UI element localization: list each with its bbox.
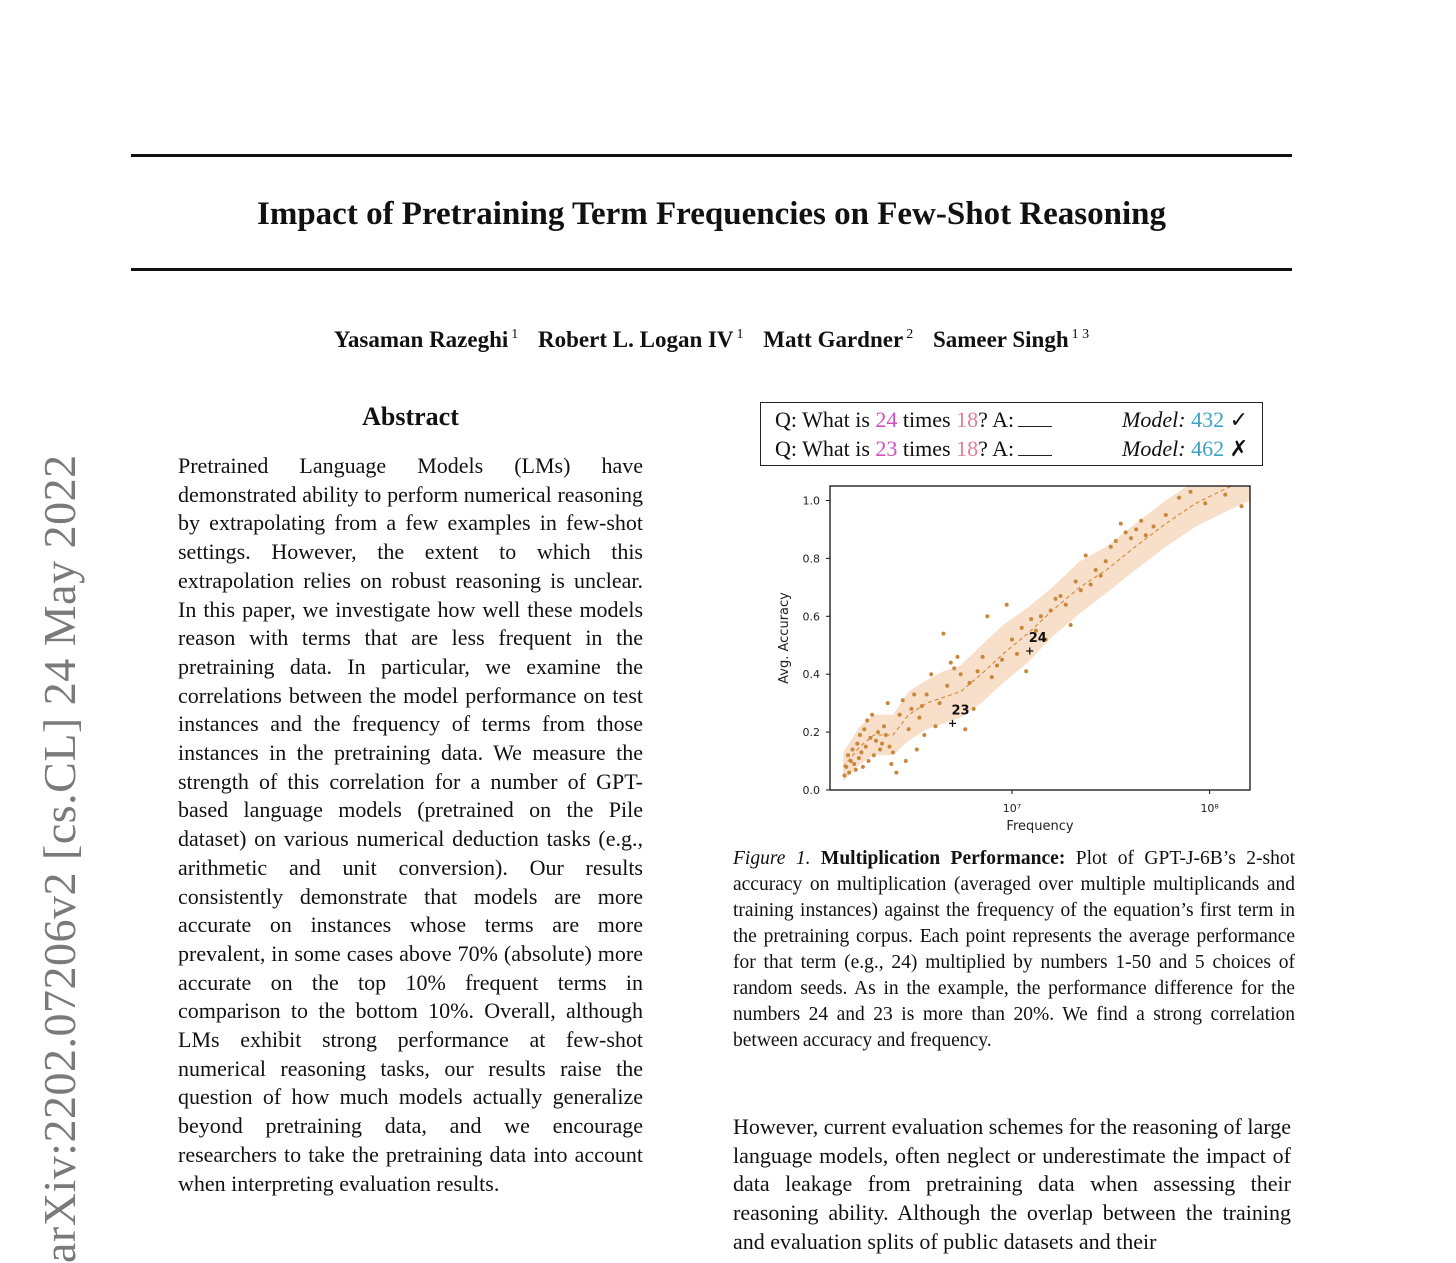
author-name: Yasaman Razeghi <box>333 326 509 352</box>
data-point <box>1152 525 1156 529</box>
data-point <box>985 614 989 618</box>
y-tick-label: 0.0 <box>802 784 820 797</box>
answer-blank <box>1018 441 1052 456</box>
operand-a: 24 <box>875 407 898 432</box>
data-point <box>1124 530 1128 534</box>
abstract-text: Pretrained Language Models (LMs) have demonstrated ability to perform numerical reasoning by extrapolating from a few examples in few-shot settings. However, the extent to which this extrapolation relies on robust reasoning is unclear. In this paper, we investigate how well these models reason with terms that are less frequent in the pretraining data. In particular, we examine the correlations between the model performance on test instances and the frequency of terms from those instances in the pretraining data. We measure the strength of this correlation for a number of GPT-based language models (pretrained on the Pile dataset) on various numerical deduction tasks (e.g., arithmetic and unit conversion). Our results consistently demonstrate that models are more accurate on instances whose terms are more prevalent, in some cases above 70% (absolute) more accurate on the top 10% frequent terms in comparison to the bottom 10%. Overall, although LMs exhibit strong performance at few-shot numerical reasoning tasks, our results raise the question of how much models actually generalize beyond pretraining data, and we encourage researchers to take the pretraining data into account when interpreting evaluation results. <box>178 453 643 1196</box>
cross-icon: ✗ <box>1229 436 1248 461</box>
data-point <box>880 742 884 746</box>
data-point <box>1139 519 1143 523</box>
check-icon: ✓ <box>1229 407 1248 432</box>
author-affiliation: 1 <box>736 327 744 342</box>
annotation-label: 23 <box>951 703 970 719</box>
data-point <box>933 724 937 728</box>
data-point <box>882 724 886 728</box>
data-point <box>1069 623 1073 627</box>
data-point <box>855 742 859 746</box>
data-point <box>1010 637 1014 641</box>
data-point <box>1109 545 1113 549</box>
author <box>334 327 518 352</box>
model-answer: 432 <box>1191 407 1225 432</box>
data-point <box>1119 522 1123 526</box>
data-point <box>862 727 866 731</box>
data-point <box>1059 594 1063 598</box>
data-point <box>1005 603 1009 607</box>
data-point <box>898 713 902 717</box>
question-prefix: Q: What is <box>775 436 876 461</box>
author <box>538 327 744 352</box>
author-affiliation: 1 <box>511 327 519 342</box>
data-point <box>870 713 874 717</box>
data-point <box>872 753 876 757</box>
qa-row <box>761 432 1262 461</box>
author <box>763 327 913 352</box>
confidence-band <box>843 478 1250 781</box>
qa-question <box>775 405 1052 434</box>
data-point <box>1177 496 1181 500</box>
data-point <box>1203 501 1207 505</box>
data-point <box>1223 493 1227 497</box>
data-point <box>917 716 921 720</box>
data-point <box>851 747 855 751</box>
model-label: Model: <box>1122 436 1186 461</box>
data-point <box>894 771 898 775</box>
qa-question <box>775 434 1052 463</box>
data-point <box>878 747 882 751</box>
figure-caption-text: Plot of GPT-J-6B’s 2-shot accuracy on multiplication (averaged over multiple multiplicands and training instances) against the frequency of the equation’s first term in the pretraining corpus. Each point represents the average performance for that term (e.g., 24) multiplied by numbers 1-50 and 5 choices of random seeds. As in the example, the performance difference for the numbers 24 and 23 is more than 20%. We find a strong correlation between accuracy and frequency. <box>733 848 1296 1051</box>
data-point <box>952 666 956 670</box>
data-point <box>876 730 880 734</box>
data-point <box>857 756 861 760</box>
question-suffix: ? A: <box>978 436 1015 461</box>
data-point <box>907 727 911 731</box>
data-point <box>949 661 953 665</box>
qa-model-answer <box>1122 434 1248 463</box>
data-point <box>981 655 985 659</box>
figure-label: Figure 1. <box>733 848 811 869</box>
body-text: However, current evaluation schemes for the reasoning of large language models, often neglect or underestimate the impact of data leakage from pretraining data when assessing their reasoning ability. Although the overlap between the training and evaluation splits of public datasets and their <box>733 1114 1291 1254</box>
y-tick-label: 0.2 <box>802 726 820 740</box>
data-point <box>963 727 967 731</box>
data-point <box>1024 669 1028 673</box>
data-point <box>1064 603 1068 607</box>
question-prefix: Q: What is <box>775 407 876 432</box>
data-point <box>1029 617 1033 621</box>
model-answer: 462 <box>1191 436 1225 461</box>
confidence-band-layer <box>843 478 1250 781</box>
top-rule <box>131 154 1292 157</box>
data-point <box>1015 652 1019 656</box>
annotation-label: 24 <box>1028 631 1047 647</box>
data-point <box>886 701 890 705</box>
frequency-accuracy-chart <box>760 478 1270 838</box>
data-point <box>941 632 945 636</box>
data-point <box>945 684 949 688</box>
operand-a: 23 <box>875 436 898 461</box>
y-tick-label: 0.8 <box>802 552 820 566</box>
data-point <box>1104 559 1108 563</box>
question-mid: times <box>897 407 957 432</box>
y-axis-label: Avg. Accuracy <box>777 592 792 684</box>
question-mid: times <box>897 436 957 461</box>
y-tick-label: 0.4 <box>802 668 820 682</box>
y-tick-label: 1.0 <box>802 494 820 508</box>
data-point <box>858 733 862 737</box>
question-suffix: ? A: <box>978 407 1015 432</box>
x-tick-label: 10⁸ <box>1200 802 1219 815</box>
data-point <box>956 655 960 659</box>
data-point <box>990 675 994 679</box>
author-name: Matt Gardner <box>763 326 904 352</box>
data-point <box>925 692 929 696</box>
data-point <box>1054 597 1058 601</box>
author-affiliation: 2 <box>906 327 914 342</box>
data-point <box>861 765 865 769</box>
arxiv-stamp: arXiv:2202.07206v2 [cs.CL] 24 May 2022 <box>34 454 85 1263</box>
data-point <box>874 739 878 743</box>
data-point <box>859 750 863 754</box>
operand-b: 18 <box>956 436 979 461</box>
data-point <box>1039 614 1043 618</box>
y-tick-label: 0.6 <box>802 610 820 624</box>
figure-caption <box>733 846 1295 1054</box>
data-point <box>887 745 891 749</box>
data-point <box>909 707 913 711</box>
data-point <box>1089 582 1093 586</box>
data-point <box>1020 626 1024 630</box>
author-list <box>131 320 1292 355</box>
data-point <box>1240 504 1244 508</box>
data-point <box>1000 658 1004 662</box>
data-point <box>1079 588 1083 592</box>
data-point <box>976 669 980 673</box>
author-name: Robert L. Logan IV <box>538 326 734 352</box>
data-point <box>959 672 963 676</box>
data-point <box>929 672 933 676</box>
qa-row <box>761 403 1262 432</box>
x-axis-label: Frequency <box>1006 819 1074 834</box>
data-point <box>972 707 976 711</box>
data-point <box>854 768 858 772</box>
data-point <box>904 759 908 763</box>
data-point <box>1084 553 1088 557</box>
data-point <box>1094 568 1098 572</box>
data-point <box>938 701 942 705</box>
data-point <box>847 771 851 775</box>
paper-title: Impact of Pretraining Term Frequencies on Few-Shot Reasoning <box>257 196 1166 232</box>
data-point <box>867 759 871 763</box>
data-point <box>995 664 999 668</box>
answer-blank <box>1018 412 1052 427</box>
data-point <box>1164 513 1168 517</box>
data-point <box>920 704 924 708</box>
model-label: Model: <box>1122 407 1186 432</box>
x-tick-label: 10⁷ <box>1002 802 1022 815</box>
data-point <box>922 733 926 737</box>
data-point <box>864 745 868 749</box>
title-rule <box>131 268 1292 271</box>
data-point <box>1099 574 1103 578</box>
data-point <box>901 698 905 702</box>
data-point <box>1114 539 1118 543</box>
data-point <box>1129 536 1133 540</box>
data-point <box>915 747 919 751</box>
data-point <box>889 762 893 766</box>
qa-model-answer <box>1122 405 1248 434</box>
data-point <box>912 692 916 696</box>
data-point <box>852 762 856 766</box>
data-point <box>1189 490 1193 494</box>
data-point <box>1144 533 1148 537</box>
author-name: Sameer Singh <box>932 326 1069 352</box>
data-point <box>891 750 895 754</box>
data-point <box>846 753 850 757</box>
operand-b: 18 <box>956 407 979 432</box>
data-point <box>1074 580 1078 584</box>
author <box>933 327 1089 352</box>
data-point <box>865 719 869 723</box>
author-affiliation: 1 3 <box>1071 327 1090 342</box>
data-point <box>1134 527 1138 531</box>
abstract-heading: Abstract <box>362 402 459 431</box>
data-point <box>842 774 846 778</box>
figure-title: Multiplication Performance: <box>820 848 1066 869</box>
qa-example-box <box>760 402 1263 466</box>
